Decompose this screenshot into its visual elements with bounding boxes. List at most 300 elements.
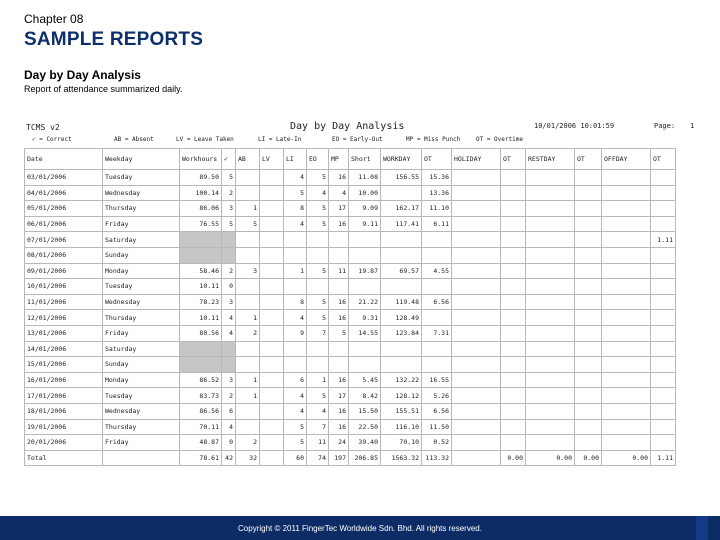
- legend-item: LI = Late-In: [258, 136, 302, 143]
- column-header: OT: [422, 149, 452, 170]
- total-cell: 206.85: [349, 450, 381, 466]
- table-cell: [651, 357, 676, 373]
- table-row: [25, 170, 676, 186]
- table-cell: 2: [236, 435, 260, 451]
- table-cell: 10.11: [180, 310, 222, 326]
- table-cell: 5: [222, 170, 236, 186]
- column-header: AB: [236, 149, 260, 170]
- total-cell: 113.32: [422, 450, 452, 466]
- table-cell: 14.55: [349, 325, 381, 341]
- table-cell: [236, 185, 260, 201]
- table-cell: 1.11: [651, 232, 676, 248]
- table-cell: 9.31: [349, 310, 381, 326]
- report-logo: TCMS v2: [26, 123, 60, 132]
- table-cell: 5: [284, 419, 307, 435]
- table-cell: [526, 341, 575, 357]
- table-cell: 13/01/2006: [25, 325, 103, 341]
- table-cell: [651, 170, 676, 186]
- total-cell: 0.00: [501, 450, 526, 466]
- table-cell: 05/01/2006: [25, 201, 103, 217]
- table-cell: [602, 263, 651, 279]
- table-cell: [260, 357, 284, 373]
- table-cell: 8.42: [349, 388, 381, 404]
- table-cell: [329, 341, 349, 357]
- table-cell: 16: [329, 419, 349, 435]
- table-cell: [501, 185, 526, 201]
- column-header: Date: [25, 149, 103, 170]
- table-cell: [651, 388, 676, 404]
- table-cell: [651, 341, 676, 357]
- table-cell: [349, 232, 381, 248]
- table-cell: Sunday: [103, 357, 180, 373]
- table-cell: 4.55: [422, 263, 452, 279]
- table-cell: 1: [307, 372, 329, 388]
- table-cell: Thursday: [103, 201, 180, 217]
- legend-item: AB = Absent: [114, 136, 154, 143]
- table-cell: [260, 310, 284, 326]
- table-cell: [260, 279, 284, 295]
- table-cell: 48.87: [180, 435, 222, 451]
- table-cell: [575, 185, 602, 201]
- legend-item: EO = Early-Out: [332, 136, 383, 143]
- table-cell: [260, 294, 284, 310]
- table-cell: [260, 341, 284, 357]
- table-cell: [575, 372, 602, 388]
- table-cell: 4: [284, 216, 307, 232]
- table-cell: [575, 325, 602, 341]
- table-cell: [329, 247, 349, 263]
- table-cell: [575, 294, 602, 310]
- table-cell: [236, 357, 260, 373]
- table-cell: [501, 325, 526, 341]
- table-row: [25, 310, 676, 326]
- column-header: OT: [651, 149, 676, 170]
- table-cell: 5: [307, 216, 329, 232]
- table-cell: [501, 435, 526, 451]
- table-cell: Saturday: [103, 232, 180, 248]
- total-cell: 42: [222, 450, 236, 466]
- table-cell: Friday: [103, 325, 180, 341]
- table-cell: 4: [307, 403, 329, 419]
- table-cell: [575, 435, 602, 451]
- table-cell: 2: [222, 263, 236, 279]
- table-cell: 07/01/2006: [25, 232, 103, 248]
- table-cell: 128.12: [381, 388, 422, 404]
- column-header: OT: [575, 149, 602, 170]
- table-cell: 6: [284, 372, 307, 388]
- table-cell: 4: [284, 388, 307, 404]
- table-cell: [452, 403, 501, 419]
- footer-bar: [0, 516, 720, 540]
- table-cell: [284, 232, 307, 248]
- page-title: SAMPLE REPORTS: [24, 29, 204, 50]
- table-cell: 1: [236, 310, 260, 326]
- table-cell: 6.11: [422, 216, 452, 232]
- table-cell: [501, 403, 526, 419]
- table-cell: [307, 357, 329, 373]
- table-cell: [329, 357, 349, 373]
- table-cell: [236, 403, 260, 419]
- table-cell: 22.50: [349, 419, 381, 435]
- column-header: WORKDAY: [381, 149, 422, 170]
- table-cell: [575, 232, 602, 248]
- table-cell: [575, 419, 602, 435]
- column-header: RESTDAY: [526, 149, 575, 170]
- table-row: [25, 232, 676, 248]
- total-cell: 1563.32: [381, 450, 422, 466]
- table-cell: [526, 294, 575, 310]
- table-cell: 5: [284, 185, 307, 201]
- table-cell: Wednesday: [103, 185, 180, 201]
- table-cell: 155.51: [381, 403, 422, 419]
- table-cell: 5: [284, 435, 307, 451]
- table-cell: [602, 201, 651, 217]
- table-cell: [602, 294, 651, 310]
- section-description: Report of attendance summarized daily.: [24, 84, 183, 94]
- table-cell: 78.23: [180, 294, 222, 310]
- table-cell: 70.11: [180, 419, 222, 435]
- table-cell: Tuesday: [103, 170, 180, 186]
- table-cell: [575, 263, 602, 279]
- table-cell: [526, 170, 575, 186]
- table-cell: [452, 201, 501, 217]
- table-cell: 24: [329, 435, 349, 451]
- table-cell: 5: [307, 388, 329, 404]
- table-cell: 1: [236, 201, 260, 217]
- table-cell: 39.40: [349, 435, 381, 451]
- table-cell: [452, 263, 501, 279]
- table-cell: [526, 372, 575, 388]
- table-cell: [602, 403, 651, 419]
- table-cell: 156.55: [381, 170, 422, 186]
- table-cell: [602, 216, 651, 232]
- table-cell: [602, 325, 651, 341]
- column-header: Workhours: [180, 149, 222, 170]
- table-cell: [329, 232, 349, 248]
- table-cell: [526, 263, 575, 279]
- copyright-text: Copyright © 2011 FingerTec Worldwide Sdn. Bhd. All rights reserved.: [238, 523, 482, 533]
- table-cell: 3: [236, 263, 260, 279]
- report-title: Day by Day Analysis: [290, 121, 405, 132]
- table-cell: [651, 216, 676, 232]
- table-cell: 5: [236, 216, 260, 232]
- table-cell: 70.10: [381, 435, 422, 451]
- report-page-number: 1: [690, 122, 695, 130]
- table-cell: 6.56: [422, 403, 452, 419]
- table-row: [25, 294, 676, 310]
- table-cell: [452, 357, 501, 373]
- total-cell: 60: [284, 450, 307, 466]
- table-cell: 5: [307, 310, 329, 326]
- table-cell: [222, 357, 236, 373]
- table-cell: 4: [284, 170, 307, 186]
- table-cell: 5: [222, 216, 236, 232]
- table-cell: [501, 263, 526, 279]
- table-cell: [651, 247, 676, 263]
- table-cell: 89.50: [180, 170, 222, 186]
- table-cell: 7: [307, 419, 329, 435]
- table-cell: 11: [329, 263, 349, 279]
- table-cell: [452, 232, 501, 248]
- table-cell: [452, 170, 501, 186]
- total-cell: [452, 450, 501, 466]
- table-cell: [651, 419, 676, 435]
- table-cell: [526, 357, 575, 373]
- table-cell: 0: [222, 435, 236, 451]
- table-cell: [222, 341, 236, 357]
- column-header: LV: [260, 149, 284, 170]
- table-cell: 6: [222, 403, 236, 419]
- table-cell: 13.36: [422, 185, 452, 201]
- total-cell: 197: [329, 450, 349, 466]
- table-cell: 3: [222, 372, 236, 388]
- legend-item: MP = Miss Punch: [406, 136, 461, 143]
- legend-item: OT = Overtime: [476, 136, 523, 143]
- column-header: Weekday: [103, 149, 180, 170]
- table-cell: [602, 341, 651, 357]
- table-cell: [501, 170, 526, 186]
- total-row: [25, 450, 676, 466]
- total-cell: 32: [236, 450, 260, 466]
- table-row: [25, 325, 676, 341]
- table-cell: [236, 170, 260, 186]
- section-title: Day by Day Analysis: [24, 68, 141, 82]
- chapter-label: Chapter 08: [24, 12, 84, 26]
- table-cell: [501, 279, 526, 295]
- table-cell: Wednesday: [103, 294, 180, 310]
- table-cell: [180, 357, 222, 373]
- table-cell: 12/01/2006: [25, 310, 103, 326]
- table-cell: Thursday: [103, 419, 180, 435]
- table-cell: 1: [284, 263, 307, 279]
- table-cell: [526, 403, 575, 419]
- table-cell: 7.31: [422, 325, 452, 341]
- table-cell: 14/01/2006: [25, 341, 103, 357]
- table-cell: 16: [329, 403, 349, 419]
- table-cell: 100.14: [180, 185, 222, 201]
- column-header: Short: [349, 149, 381, 170]
- table-cell: Friday: [103, 435, 180, 451]
- table-cell: [260, 372, 284, 388]
- table-cell: 2: [222, 388, 236, 404]
- table-cell: 5: [329, 325, 349, 341]
- table-cell: [501, 357, 526, 373]
- table-cell: [260, 232, 284, 248]
- table-cell: [602, 435, 651, 451]
- table-cell: [526, 201, 575, 217]
- table-row: [25, 201, 676, 217]
- table-cell: 5: [307, 170, 329, 186]
- table-cell: [501, 388, 526, 404]
- table-cell: [422, 310, 452, 326]
- table-cell: 69.57: [381, 263, 422, 279]
- table-cell: Thursday: [103, 310, 180, 326]
- table-cell: 4: [222, 325, 236, 341]
- table-cell: [501, 247, 526, 263]
- table-cell: 19/01/2006: [25, 419, 103, 435]
- table-cell: [602, 247, 651, 263]
- table-cell: [501, 201, 526, 217]
- table-row: [25, 279, 676, 295]
- table-cell: 11/01/2006: [25, 294, 103, 310]
- table-cell: [260, 419, 284, 435]
- total-cell: [103, 450, 180, 466]
- total-cell: 0.00: [602, 450, 651, 466]
- table-cell: 10.11: [180, 279, 222, 295]
- table-cell: [452, 216, 501, 232]
- table-cell: [236, 279, 260, 295]
- table-cell: [260, 216, 284, 232]
- table-cell: [381, 247, 422, 263]
- table-cell: [180, 341, 222, 357]
- table-cell: [452, 279, 501, 295]
- table-cell: [381, 341, 422, 357]
- table-cell: 116.10: [381, 419, 422, 435]
- table-cell: 8: [284, 294, 307, 310]
- table-cell: [452, 419, 501, 435]
- table-cell: [236, 294, 260, 310]
- table-cell: [452, 325, 501, 341]
- table-row: [25, 247, 676, 263]
- table-cell: [452, 310, 501, 326]
- table-cell: [651, 435, 676, 451]
- table-cell: 20/01/2006: [25, 435, 103, 451]
- table-cell: [575, 388, 602, 404]
- table-cell: 18/01/2006: [25, 403, 103, 419]
- table-cell: 06/01/2006: [25, 216, 103, 232]
- table-cell: 4: [307, 185, 329, 201]
- column-header: MP: [329, 149, 349, 170]
- table-row: [25, 403, 676, 419]
- table-cell: [651, 279, 676, 295]
- table-cell: [501, 419, 526, 435]
- table-cell: 16: [329, 372, 349, 388]
- table-cell: 86.06: [180, 201, 222, 217]
- table-cell: [602, 388, 651, 404]
- table-cell: 17/01/2006: [25, 388, 103, 404]
- table-cell: [526, 216, 575, 232]
- table-cell: 162.17: [381, 201, 422, 217]
- table-cell: [452, 372, 501, 388]
- table-cell: 16: [329, 170, 349, 186]
- table-cell: [307, 279, 329, 295]
- table-cell: 0: [222, 279, 236, 295]
- table-row: [25, 419, 676, 435]
- table-cell: 5.26: [422, 388, 452, 404]
- total-cell: 78.61: [180, 450, 222, 466]
- report-screenshot: [24, 118, 700, 462]
- table-cell: 11.08: [349, 170, 381, 186]
- table-cell: [501, 341, 526, 357]
- table-cell: [452, 294, 501, 310]
- table-cell: [651, 325, 676, 341]
- table-cell: 17: [329, 201, 349, 217]
- table-cell: 119.48: [381, 294, 422, 310]
- table-cell: [260, 403, 284, 419]
- table-cell: [422, 247, 452, 263]
- table-cell: 4: [284, 310, 307, 326]
- table-cell: [222, 247, 236, 263]
- table-cell: [651, 294, 676, 310]
- table-cell: 2: [236, 325, 260, 341]
- table-cell: [651, 372, 676, 388]
- table-cell: 17: [329, 388, 349, 404]
- table-cell: 16: [329, 216, 349, 232]
- table-cell: [602, 170, 651, 186]
- table-cell: 19.87: [349, 263, 381, 279]
- table-cell: 0.52: [422, 435, 452, 451]
- table-cell: [260, 388, 284, 404]
- table-cell: [422, 341, 452, 357]
- table-cell: [602, 372, 651, 388]
- table-row: [25, 388, 676, 404]
- table-cell: 86.52: [180, 372, 222, 388]
- table-cell: 15/01/2006: [25, 357, 103, 373]
- table-cell: [329, 279, 349, 295]
- table-cell: 16/01/2006: [25, 372, 103, 388]
- table-cell: 6.56: [422, 294, 452, 310]
- table-cell: 11: [307, 435, 329, 451]
- table-cell: 132.22: [381, 372, 422, 388]
- table-cell: [602, 232, 651, 248]
- table-cell: [602, 185, 651, 201]
- table-cell: [260, 435, 284, 451]
- table-cell: Monday: [103, 263, 180, 279]
- table-cell: [452, 388, 501, 404]
- table-cell: 117.41: [381, 216, 422, 232]
- table-cell: [260, 263, 284, 279]
- table-cell: [501, 216, 526, 232]
- table-cell: [349, 279, 381, 295]
- table-row: [25, 372, 676, 388]
- total-cell: Total: [25, 450, 103, 466]
- table-cell: [452, 435, 501, 451]
- table-cell: [222, 232, 236, 248]
- table-cell: [651, 403, 676, 419]
- table-cell: [526, 185, 575, 201]
- table-cell: 5: [307, 294, 329, 310]
- table-cell: [381, 185, 422, 201]
- table-cell: 04/01/2006: [25, 185, 103, 201]
- table-cell: 16: [329, 294, 349, 310]
- table-cell: [602, 357, 651, 373]
- column-header: HOLIDAY: [452, 149, 501, 170]
- table-cell: 16.55: [422, 372, 452, 388]
- table-cell: 16: [329, 310, 349, 326]
- table-cell: Tuesday: [103, 279, 180, 295]
- table-cell: [284, 341, 307, 357]
- table-cell: [452, 341, 501, 357]
- table-cell: 1: [236, 372, 260, 388]
- table-row: [25, 341, 676, 357]
- table-cell: [381, 279, 422, 295]
- table-cell: [526, 388, 575, 404]
- table-cell: [452, 247, 501, 263]
- table-cell: [651, 201, 676, 217]
- total-cell: 0.00: [575, 450, 602, 466]
- table-cell: [526, 279, 575, 295]
- table-cell: [526, 435, 575, 451]
- table-cell: 5: [307, 201, 329, 217]
- table-cell: [575, 201, 602, 217]
- table-cell: Tuesday: [103, 388, 180, 404]
- table-cell: [501, 232, 526, 248]
- total-cell: 74: [307, 450, 329, 466]
- table-cell: 11.10: [422, 201, 452, 217]
- table-cell: [236, 419, 260, 435]
- table-cell: [575, 216, 602, 232]
- table-cell: [575, 310, 602, 326]
